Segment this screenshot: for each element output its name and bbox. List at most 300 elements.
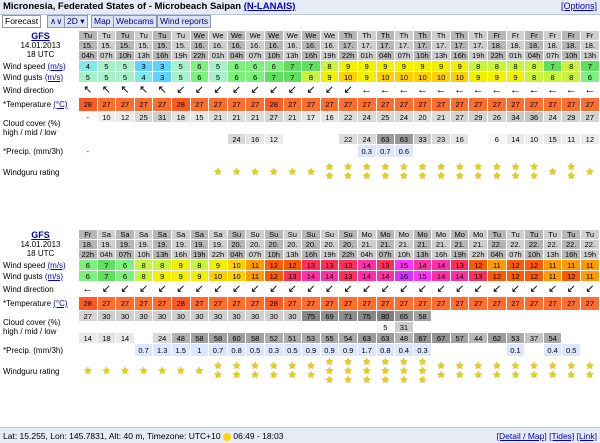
temperature-cell: 28	[264, 297, 283, 311]
day-cell: Fr	[581, 31, 600, 41]
wind-direction-cell	[153, 282, 172, 297]
hour-cell: 10h	[562, 51, 581, 61]
temperature-cell: 27	[376, 98, 395, 112]
rating-cell	[506, 357, 525, 386]
wind-speed-cell: 12	[469, 260, 488, 271]
day-cell: Tu	[79, 31, 98, 41]
cloud-high-cell: 30	[171, 311, 190, 322]
day-cell: Fr	[562, 31, 581, 41]
star-icon: ★	[455, 370, 465, 381]
precip-cell: 0.8	[227, 344, 246, 357]
day-cell: Th	[357, 31, 376, 41]
rating-label-text: Windguru rating	[3, 366, 60, 376]
cloud-high-cell: -	[79, 112, 98, 123]
cloud-high-cell: 24	[543, 112, 562, 123]
hour-cell: 10h	[525, 250, 544, 260]
wind-direction-cell	[450, 282, 469, 297]
wind-arrow-icon: ↖	[101, 83, 111, 96]
wind-direction-cell	[134, 282, 153, 297]
wind-gusts-cell: 5	[97, 72, 116, 83]
cloud-mid-cell	[302, 322, 321, 333]
star-icon: ★	[436, 171, 446, 182]
day-cell: Su	[339, 230, 358, 240]
forecast-table	[0, 229, 600, 386]
temperature-cell: 27	[432, 98, 451, 112]
day-cell: We	[246, 31, 265, 41]
run-time: 18 UTC	[26, 249, 55, 258]
wind-gusts-cell: 10	[376, 72, 395, 83]
cloud-levels-text: high / mid / low	[3, 327, 57, 336]
forecast-table	[0, 30, 600, 187]
day-cell: We	[227, 31, 246, 41]
wind-speed-cell: 15	[395, 260, 414, 271]
cloud-high-cell: 10	[97, 112, 116, 123]
wind-arrow-icon: ↙	[380, 282, 390, 295]
date-cell: 22.	[562, 240, 581, 250]
wind-direction-cell	[525, 282, 544, 297]
wind-gusts-cell: 9	[506, 72, 525, 83]
rating-cell	[395, 357, 414, 386]
cloud-low-cell	[581, 333, 600, 344]
star-icon: ★	[380, 374, 390, 386]
cloud-high-cell	[562, 311, 581, 322]
wind-speed-cell: 11	[246, 260, 265, 271]
cloud-low-cell: 58	[190, 333, 209, 344]
wind-speed-cell: 9	[209, 260, 228, 271]
hour-cell: 22h	[469, 250, 488, 260]
hour-cell: 22h	[190, 51, 209, 61]
rating-cell	[488, 158, 507, 187]
cloud-mid-cell	[116, 123, 135, 134]
temperature-cell: 27	[357, 98, 376, 112]
cloud-high-cell	[488, 311, 507, 322]
precip-cell	[283, 145, 302, 158]
temperature-cell: 27	[227, 297, 246, 311]
wind-direction-row	[1, 282, 600, 297]
wind-gusts-cell: 10	[209, 271, 228, 282]
wind-direction-cell	[413, 282, 432, 297]
star-icon: ★	[343, 162, 353, 173]
wind-reports-tab[interactable]: Wind reports	[157, 15, 211, 28]
wind-direction-cell	[264, 83, 283, 98]
wind-speed-cell: 11	[581, 260, 600, 271]
temperature-cell: 28	[171, 98, 190, 112]
date-cell: 19.	[171, 240, 190, 250]
link-link[interactable]: [Link]	[576, 431, 597, 441]
star-icon: ★	[399, 162, 409, 173]
cloud-low-cell: 67	[432, 333, 451, 344]
date-cell: 22.	[525, 240, 544, 250]
wind-direction-cell	[357, 282, 376, 297]
temperature-cell: 27	[506, 98, 525, 112]
hour-cell: 07h	[246, 250, 265, 260]
wind-speed-cell: 9	[376, 61, 395, 72]
wind-gusts-cell: 10	[227, 271, 246, 282]
cloud-low-cell: 63	[357, 333, 376, 344]
cloud-high-cell: 27	[264, 112, 283, 123]
hour-cell: 10h	[395, 250, 414, 260]
wind-gusts-cell: 5	[116, 72, 135, 83]
model-info	[1, 31, 79, 61]
cloud-low-cell: 24	[357, 134, 376, 145]
cloud-low-cell: 14	[506, 134, 525, 145]
unit-link[interactable]: (m/s)	[44, 271, 64, 281]
hour-cell: 01h	[209, 51, 228, 61]
wind-speed-cell: 7	[543, 61, 562, 72]
star-icon: ★	[213, 166, 223, 178]
day-cell: Sa	[153, 230, 172, 240]
cloud-low-cell	[320, 134, 339, 145]
day-cell: Mo	[432, 230, 451, 240]
temperature-cell: 27	[562, 98, 581, 112]
precip-label	[1, 344, 79, 357]
wind-speed-cell: 9	[395, 61, 414, 72]
date-cell: 21.	[432, 240, 451, 250]
rating-cell	[134, 357, 153, 386]
temperature-cell: 27	[581, 297, 600, 311]
cloud-mid-cell	[506, 322, 525, 333]
rating-cell	[209, 357, 228, 386]
temperature-cell: 27	[339, 98, 358, 112]
wind-speed-cell: 7	[283, 61, 302, 72]
cloud-low-cell: 15	[543, 134, 562, 145]
unit-link[interactable]: (m/s)	[47, 61, 66, 71]
wind-speed-cell: 11	[562, 260, 581, 271]
cloud-high-cell: 30	[116, 311, 135, 322]
precip-cell	[488, 145, 507, 158]
rating-cell	[376, 357, 395, 386]
wind-gusts-cell: 14	[320, 271, 339, 282]
wind-gusts-cell: 6	[79, 271, 98, 282]
cloud-high-cell: 21	[246, 112, 265, 123]
precip-cell: 0.7	[376, 145, 395, 158]
graph-icon[interactable]: ∧∨	[47, 15, 65, 28]
wind-gusts-cell: 8	[302, 72, 321, 83]
hour-cell: 04h	[376, 51, 395, 61]
rating-cell	[116, 158, 135, 187]
wind-gusts-cell: 8	[525, 72, 544, 83]
precip-cell	[432, 344, 451, 357]
temperature-cell: 27	[302, 297, 321, 311]
cloud-low-cell	[209, 134, 228, 145]
day-cell: Tu	[116, 31, 135, 41]
date-cell: 17.	[413, 41, 432, 51]
star-icon: ★	[176, 365, 186, 377]
unit-link[interactable]: (m/s)	[44, 72, 64, 82]
cloud-mid-cell	[450, 322, 469, 333]
cloud-mid-cell	[190, 123, 209, 134]
hour-cell: 04h	[227, 250, 246, 260]
forecast-tab[interactable]: Forecast	[2, 15, 41, 28]
temperature-cell: 27	[543, 297, 562, 311]
cloud-low-cell: 12	[264, 134, 283, 145]
wind-arrow-icon: ←	[454, 83, 466, 96]
wind-speed-cell: 9	[339, 61, 358, 72]
wind-direction-cell	[376, 282, 395, 297]
date-cell: 16.	[227, 41, 246, 51]
date-cell: 15.	[171, 41, 190, 51]
tides-link[interactable]: [Tides]	[549, 431, 575, 441]
star-icon: ★	[306, 370, 316, 381]
cloud-low-cell: 18	[97, 333, 116, 344]
wind-speed-cell: 11	[543, 260, 562, 271]
cloud-high-cell: 22	[339, 112, 358, 123]
cloud-low-cell: 37	[525, 333, 544, 344]
wind-direction-cell	[357, 83, 376, 98]
wind-gusts-cell: 8	[562, 72, 581, 83]
wind-gusts-cell: 12	[488, 271, 507, 282]
star-icon: ★	[287, 370, 297, 381]
wind-direction-cell	[525, 83, 544, 98]
wind-gusts-cell: 4	[134, 72, 153, 83]
cloud-high-cell	[525, 311, 544, 322]
star-icon: ★	[585, 361, 595, 372]
wind-speed-cell: 14	[432, 260, 451, 271]
precip-cell	[543, 145, 562, 158]
rating-cell	[450, 158, 469, 187]
wind-speed-row	[1, 61, 600, 72]
rating-cell	[525, 357, 544, 386]
star-icon: ★	[343, 356, 353, 368]
cloud-low-cell: 12	[581, 134, 600, 145]
wind-speed-cell: 3	[153, 61, 172, 72]
precip-cell	[227, 145, 246, 158]
star-icon: ★	[362, 365, 372, 377]
cloud-high-cell: 58	[413, 311, 432, 322]
star-icon: ★	[380, 365, 390, 377]
rating-cell	[450, 357, 469, 386]
precip-cell: 0.3	[413, 344, 432, 357]
date-cell: 18.	[525, 41, 544, 51]
unit-link[interactable]: (°C)	[53, 299, 68, 308]
detail-map-link[interactable]: [Detail / Map]	[496, 431, 547, 441]
precip-cell	[450, 344, 469, 357]
star-icon: ★	[492, 171, 502, 182]
rating-cell	[209, 158, 228, 187]
wind-direction-label-text: Wind direction	[3, 85, 54, 95]
hour-cell: 22h	[209, 250, 228, 260]
user-link[interactable]: (N-LANAIS)	[243, 1, 296, 12]
date-cell: 18.	[543, 41, 562, 51]
cloud-low-cell: 33	[413, 134, 432, 145]
wind-gusts-cell: 7	[283, 72, 302, 83]
star-icon: ★	[566, 361, 576, 372]
day-cell: Sa	[209, 230, 228, 240]
view-2d-dropdown[interactable]: 2D ▾	[64, 15, 88, 28]
star-icon: ★	[269, 370, 279, 381]
wind-gusts-cell: 9	[171, 271, 190, 282]
wind-direction-cell	[246, 282, 265, 297]
precip-cell: 0.5	[562, 344, 581, 357]
page-title	[3, 1, 295, 12]
precip-cell: 0.4	[395, 344, 414, 357]
hour-cell: 10h	[264, 51, 283, 61]
hour-cell: 19h	[320, 51, 339, 61]
date-cell: 16.	[302, 41, 321, 51]
footer-bar	[0, 427, 600, 443]
options-link[interactable]: [Options]	[560, 1, 597, 11]
map-tab[interactable]: Map	[91, 15, 114, 28]
unit-link[interactable]: (°C)	[53, 100, 68, 109]
day-cell: Su	[320, 230, 339, 240]
rating-cell	[190, 357, 209, 386]
temperature-cell: 27	[320, 98, 339, 112]
cloud-high-cell: 24	[357, 112, 376, 123]
hour-cell: 13h	[153, 250, 172, 260]
day-cell: Th	[376, 31, 395, 41]
cloud-high-cell: 20	[413, 112, 432, 123]
wind-direction-cell	[227, 83, 246, 98]
wind-direction-cell	[432, 282, 451, 297]
hour-cell: 04h	[97, 250, 116, 260]
precip-cell: 0.6	[395, 145, 414, 158]
temperature-cell: 27	[488, 297, 507, 311]
rating-cell	[543, 158, 562, 187]
precip-cell: 1.7	[357, 344, 376, 357]
precip-cell	[320, 145, 339, 158]
star-icon: ★	[473, 171, 483, 182]
unit-link[interactable]: (m/s)	[47, 260, 66, 270]
precip-cell: -	[79, 145, 98, 158]
cloud-low-cell: 58	[246, 333, 265, 344]
wind-gusts-cell: 13	[339, 271, 358, 282]
wind-direction-cell	[116, 83, 135, 98]
temperature-cell: 27	[395, 297, 414, 311]
wind-speed-cell: 6	[190, 61, 209, 72]
wind-speed-label-text: Wind speed	[3, 260, 46, 270]
temperature-cell: 27	[357, 297, 376, 311]
cloud-low-cell: 57	[450, 333, 469, 344]
precip-cell	[134, 145, 153, 158]
wind-arrow-icon: ←	[82, 282, 94, 295]
model-link[interactable]: GFS	[31, 31, 50, 41]
star-icon: ★	[362, 374, 372, 386]
wind-speed-cell: 9	[432, 61, 451, 72]
precip-cell: 0.8	[376, 344, 395, 357]
date-cell: 19.	[116, 240, 135, 250]
cloud-high-cell	[450, 311, 469, 322]
cloud-cover-label	[1, 311, 79, 344]
cloud-high-cell: 27	[450, 112, 469, 123]
wind-speed-cell: 9	[450, 61, 469, 72]
wind-direction-cell	[171, 282, 190, 297]
wind-speed-cell: 4	[79, 61, 98, 72]
hour-cell: 16h	[302, 51, 321, 61]
wind-arrow-icon: ↙	[101, 282, 111, 295]
cloud-mid-cell	[506, 123, 525, 134]
wind-speed-cell: 8	[320, 61, 339, 72]
day-cell: Sa	[171, 230, 190, 240]
temperature-cell: 27	[190, 297, 209, 311]
date-cell: 19.	[190, 240, 209, 250]
wind-direction-cell	[562, 83, 581, 98]
wind-direction-cell	[506, 282, 525, 297]
wind-gusts-cell: 6	[190, 72, 209, 83]
wind-direction-cell	[264, 282, 283, 297]
wind-gusts-cell: 6	[116, 271, 135, 282]
date-cell: 17.	[339, 41, 358, 51]
wind-direction-cell	[488, 282, 507, 297]
wind-arrow-icon: ←	[361, 83, 373, 96]
rating-cell	[97, 158, 116, 187]
cloud-low-cell: 51	[283, 333, 302, 344]
temperature-cell: 27	[116, 297, 135, 311]
cloud-mid-cell	[562, 123, 581, 134]
hour-cell: 07h	[506, 250, 525, 260]
precip-cell: 1.5	[171, 344, 190, 357]
temperature-cell: 27	[283, 98, 302, 112]
wind-direction-cell	[543, 83, 562, 98]
precip-cell	[116, 344, 135, 357]
rating-cell	[171, 158, 190, 187]
rating-cell	[246, 357, 265, 386]
hour-row	[1, 51, 600, 61]
rating-label	[1, 158, 79, 187]
precip-cell: 0.3	[264, 344, 283, 357]
cloud-mid-cell	[153, 322, 172, 333]
wind-arrow-icon: ↖	[83, 83, 93, 96]
date-cell: 18.	[562, 41, 581, 51]
wind-direction-cell	[469, 83, 488, 98]
wind-arrow-icon: ↙	[250, 83, 260, 96]
temperature-cell: 27	[209, 297, 228, 311]
star-icon: ★	[510, 171, 520, 182]
cloud-high-cell: 30	[209, 311, 228, 322]
cloud-mid-cell	[246, 322, 265, 333]
hour-cell: 04h	[227, 51, 246, 61]
webcams-tab[interactable]: Webcams	[113, 15, 157, 28]
star-icon: ★	[325, 171, 334, 182]
date-cell: 20.	[320, 240, 339, 250]
precip-cell	[525, 344, 544, 357]
wind-arrow-icon: ↙	[176, 282, 186, 295]
hour-cell: 07h	[116, 250, 135, 260]
cloud-mid-cell	[209, 123, 228, 134]
precip-cell: 0.3	[357, 145, 376, 158]
wind-arrow-icon: ↙	[213, 83, 223, 96]
star-icon: ★	[101, 365, 111, 377]
star-icon: ★	[418, 374, 427, 386]
star-icon: ★	[548, 361, 558, 372]
cloud-low-cell: 16	[450, 134, 469, 145]
wind-arrow-icon: ←	[547, 83, 559, 96]
wind-arrow-icon: ↙	[176, 83, 186, 96]
star-icon: ★	[232, 361, 242, 372]
star-icon: ★	[250, 361, 260, 372]
model-link[interactable]: GFS	[31, 230, 50, 240]
wind-speed-label-text: Wind speed	[3, 61, 46, 71]
hour-cell: 13h	[283, 250, 302, 260]
wind-speed-cell: 8	[506, 61, 525, 72]
wind-direction-row	[1, 83, 600, 98]
temperature-cell: 27	[153, 297, 172, 311]
wind-speed-cell: 8	[190, 260, 209, 271]
date-cell: 22.	[506, 240, 525, 250]
day-cell: Fr	[488, 31, 507, 41]
model-info	[1, 230, 79, 260]
precip-cell: 0.5	[246, 344, 265, 357]
star-icon: ★	[139, 365, 149, 377]
cloud-mid-cell	[469, 123, 488, 134]
cloud-low-cell: 63	[395, 134, 414, 145]
star-icon: ★	[213, 370, 223, 381]
wind-direction-cell	[413, 83, 432, 98]
wind-direction-cell	[302, 83, 321, 98]
star-icon: ★	[492, 162, 502, 173]
wind-speed-cell: 11	[488, 260, 507, 271]
star-icon: ★	[436, 370, 446, 381]
wind-speed-cell: 9	[357, 61, 376, 72]
